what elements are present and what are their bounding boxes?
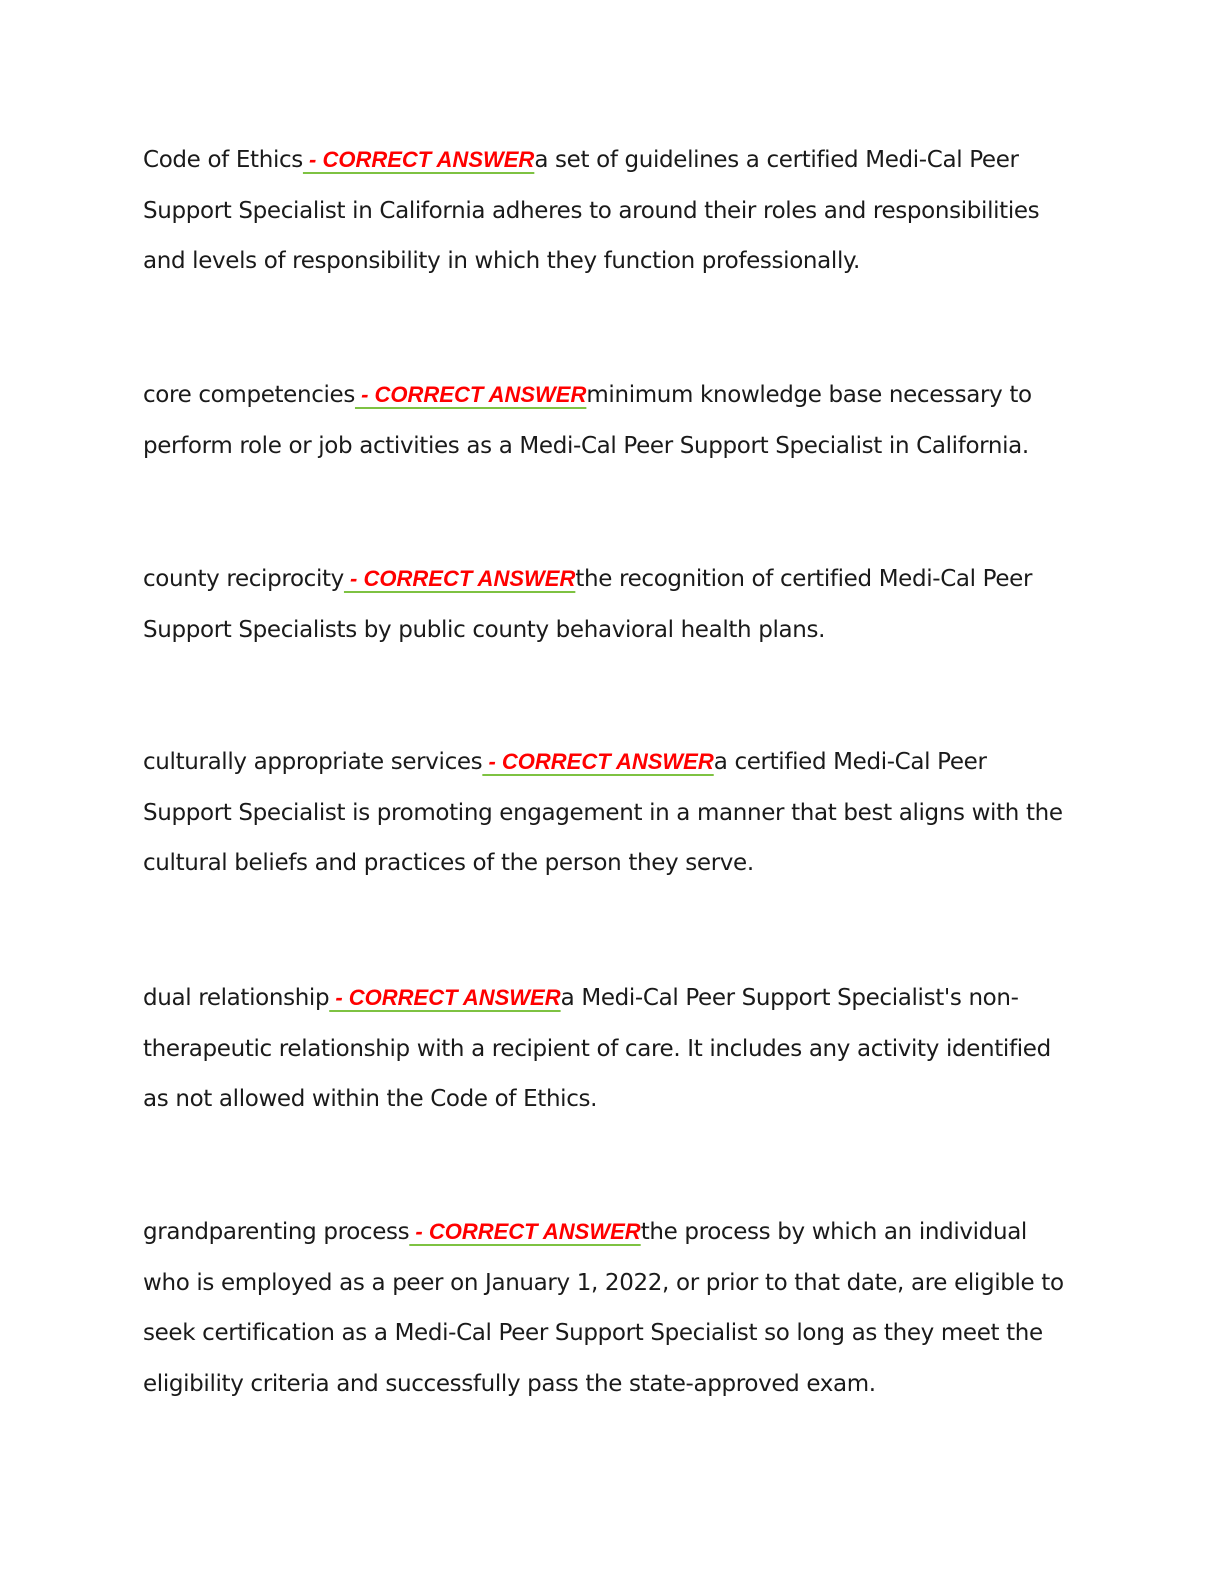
entry-definition: minimum knowledge base necessary to perform role or job activities as a Medi-Cal Peer Support Specialist in California.	[143, 382, 1032, 459]
glossary-entry-dual-relationship	[143, 973, 1078, 1125]
correct-answer-label: - CORRECT ANSWER	[482, 749, 714, 774]
entry-definition: a certified Medi-Cal Peer Support Specialist is promoting engagement in a manner that best aligns with the cultural beliefs and practices of the person they serve.	[143, 749, 1063, 876]
correct-answer-label: - CORRECT ANSWER	[343, 566, 576, 591]
entry-term: dual relationship	[143, 985, 330, 1011]
entry-definition: a Medi-Cal Peer Support Specialist's non-therapeutic relationship with a recipient of care. It includes any activity identified as not allowed within the Code of Ethics.	[143, 985, 1051, 1112]
entry-term: grandparenting process	[143, 1219, 410, 1245]
entry-term: county reciprocity	[143, 566, 344, 592]
correct-answer-label: - CORRECT ANSWER	[409, 1219, 641, 1244]
entry-term: core competencies	[143, 382, 355, 408]
glossary-entry-county-reciprocity	[143, 554, 1078, 655]
entry-definition: the process by which an individual who is employed as a peer on January 1, 2022, or prior to that date, are eligible to seek certification as a Medi-Cal Peer Support Specialist so long as they meet the eligibility criteria and successfully pass the state-approved exam.	[143, 1219, 1064, 1397]
glossary-entry-code-of-ethics	[143, 135, 1078, 287]
entry-definition: the recognition of certified Medi-Cal Peer Support Specialists by public county behavioral health plans.	[143, 566, 1033, 643]
glossary-entry-core-competencies	[143, 370, 1078, 471]
correct-answer-label: - CORRECT ANSWER	[329, 985, 561, 1010]
entry-definition: a set of guidelines a certified Medi-Cal Peer Support Specialist in California adheres to around their roles and responsibilities and levels of responsibility in which they function professionally.	[143, 147, 1040, 274]
entry-term: Code of Ethics	[143, 147, 303, 173]
glossary-entry-grandparenting-process	[143, 1207, 1078, 1409]
correct-answer-label: - CORRECT ANSWER	[354, 382, 587, 407]
glossary-entry-culturally-appropriate-services	[143, 737, 1078, 889]
correct-answer-label: - CORRECT ANSWER	[302, 147, 535, 172]
entry-term: culturally appropriate services	[143, 749, 483, 775]
